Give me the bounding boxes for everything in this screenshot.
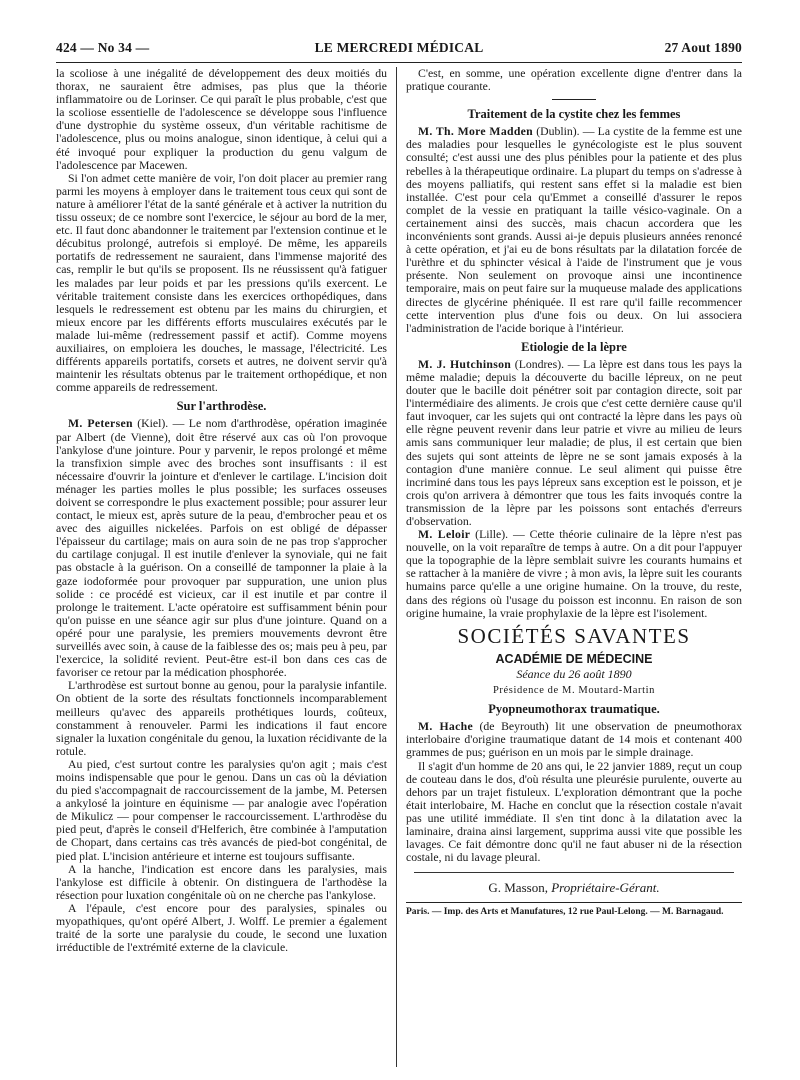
section-title: Etiologie de la lèpre bbox=[521, 339, 627, 354]
paragraph bbox=[406, 528, 742, 620]
presidency-line: Présidence de M. Moutard-Martin bbox=[492, 685, 656, 697]
running-header bbox=[56, 40, 742, 58]
paragraph bbox=[406, 358, 742, 528]
paragraph: A la hanche, l'indication est encore dans les paralysies, mais l'ankylose est difficile à obtenir. On distinguera de l'arthodèse la résection pour luxation congénitale où on ne cherche pas l'ankylose. bbox=[56, 862, 387, 902]
paragraph: Au pied, c'est surtout contre les paralysies qu'on agit ; mais c'est moins indispensable que pour le genou. Dans un cas où la déviation du pied s'accompagnait de raccourcissement de la jambe, M. Petersen a ankylosé la jointure en équinisme — par analogie avec l'opération de Mikulicz — pour compenser le raccourcissement. L'arthrodèse du pied peut, d'après le conseil d'Helferich, être combinée à l'amputation de Chopart, dans certains cas très avancés de pied-bot congénital, de pied plat. L'incision antérieure et interne est toujours suffisante. bbox=[56, 757, 387, 863]
footer-separator bbox=[414, 872, 734, 873]
paragraph: A l'épaule, c'est encore pour des paralysies, spinales ou myopathiques, qu'ont opéré Albert, J. Wolff. Le premier a également traité de la sorte une paralysie du coude, le second une luxation irréductible de l'extrémité externe de la clavicule. bbox=[56, 901, 387, 955]
paragraph-text: (de Beyrouth) lit une observation de pneumothorax interlobaire d'origine traumatique datant de 14 mois et contenant 400 grammes de pus; guérison en un mois par le simple drainage. bbox=[406, 720, 742, 760]
author-name: M. Th. More Madden bbox=[418, 125, 534, 139]
publisher-name: G. Masson, bbox=[488, 880, 548, 896]
societies-heading: SOCIÉTÉS SAVANTES bbox=[457, 623, 691, 648]
section-title: Sur l'arthrodèse. bbox=[176, 399, 267, 414]
paragraph-text: (Lille). — Cette théorie culinaire de la lèpre n'est pas nouvelle, on la voit reparaître de temps à autre. On a dit pour l'appuyer que la topographie de la lèpre semblait suivre les courants humains et se rattacher à la manière de vivre ; à mon avis, la lèpre suit les courants humains parce qu'elle a une origine humaine. On la trouve, du reste, dans des régions où l'usage du poisson est inconnu. En raison de son origine humaine, la vraie prophylaxie de la lèpre est l'isolement. bbox=[406, 528, 742, 620]
academy-heading: ACADÉMIE DE MÉDECINE bbox=[495, 651, 653, 666]
paragraph: Il s'agit d'un homme de 20 ans qui, le 22 janvier 1889, reçut un coup de couteau dans le dos, d'où résulta une pleurésie purulente, ouverte au dehors par un trajet fistuleux. L'exploration démontrant que la poche était interlobaire, M. Hache en conclut que la résection costale n'avait pas une utilité immédiate. Il s'en tint donc à la dilatation avec la laminaire, draina ainsi largement, supprima aussi vite que possible les lavages. Ce fait démontre donc qu'il ne faut abuser ni de la résection costale, ni du lavage pleural. bbox=[406, 759, 742, 865]
session-date: Séance du 26 août 1890 bbox=[516, 666, 632, 681]
author-name: M. J. Hutchinson bbox=[418, 357, 512, 371]
section-title: Traitement de la cystite chez les femmes bbox=[467, 107, 681, 122]
publisher-line bbox=[406, 881, 742, 894]
author-name: M. Petersen bbox=[68, 417, 133, 431]
author-name: M. Hache bbox=[418, 720, 473, 734]
paragraph: C'est, en somme, une opération excellente digne d'entrer dans la pratique courante. bbox=[406, 67, 742, 94]
page-number: 424 — No 34 — bbox=[56, 40, 150, 55]
paragraph bbox=[56, 417, 387, 679]
printer-imprint: Paris. — Imp. des Arts et Manufatures, 12 rue Paul-Lelong. — M. Barnagaud. bbox=[406, 902, 742, 919]
paragraph-text: (Kiel). — Le nom d'arthrodèse, opération imaginée par Albert (de Vienne), doit être réservé aux cas où l'on provoque l'ankylose d'une jointure. Pour y parvenir, le repos prolongé et même la transfixion simple avec des broches sont insuffisants : il est nécessaire d'ouvrir la jointure et d'enlever le cartilage. L'incision doit ménager les parties molles le plus possible; les surfaces osseuses doivent se correspondre le plus exactement possible; pour assurer leur contact, le mieux est, après suture de la peau, d'embrocher peau et os avec des aiguilles nickelées. Parfois on est obligé de dépasser l'épaisseur du cartilage; mais on aura soin de ne pas trop s'approcher du cartilage conjugal. Il est inutile d'enlever la synoviale, qui ne fait pas obstacle à la guérison. On a conseillé de tamponner la plaie à la gaze iodoformée pour provoquer par suppuration, une union plus solide : ce procédé est vicieux, car il est inutile et par contre il prolonge le traitement. L'acte opératoire est suffisamment bénin pour qu'on puisse en une séance agir sur plus d'une jointure. Quand on a opéré pour une paralysie, les premiers mouvements devront être surveillés avec soin, à cause de la faiblesse des os; mais peu à peu, par l'exercice, la solidité revient. Peut-être est-il bon dans ces cas de favoriser ce retour par la médication phosphorée. bbox=[56, 417, 387, 680]
paragraph: Si l'on admet cette manière de voir, l'on doit placer au premier rang parmi les moyens à employer dans le traitement tous ceux qui sont de nature à améliorer l'état de la santé générale et à activer la nutrition du tissu osseux; de ce nombre sont l'exercice, le séjour au bord de la mer, etc. Il faut donc abandonner le traitement par l'extension continue et le décubitus prolongé, autrefois si employé. De même, les appareils portatifs de redressement ne sauraient, dans l'immense majorité des cas, remplir le but qu'ils se proposent. Ils ne réussissent qu'à fatiguer les malades par leur poids et par les pressions qu'ils exercent. Le véritable traitement consiste dans les exercices orthopédiques, dans lesquels le redressement est obtenu par les mains du chirurgien, et mieux encore par les différents efforts musculaires exécutés par le malade lui-même (redressement passif et actif). Comme moyens auxiliaires, on emploiera les douches, le massage, l'électricité. Les différents appareils portatifs, corsets et autres, ne doivent servir qu'à maintenir les résultats obtenus par le traitement orthopédique, et non comme appareils de redressement. bbox=[56, 171, 387, 395]
publisher-title: Propriétaire-Gérant. bbox=[551, 880, 660, 896]
separator bbox=[552, 99, 596, 100]
issue-date: 27 Aout 1890 bbox=[664, 40, 742, 55]
column-divider bbox=[396, 67, 397, 1067]
section-title: Pyopneumothorax traumatique. bbox=[488, 702, 660, 717]
paragraph: L'arthrodèse est surtout bonne au genou, pour la paralysie infantile. On obtient de la sorte des résultats fonctionnels incomparablement meilleurs qu'avec des appareils prothétiques lourds, coûteux, constamment à renouveler. Parmi les indications il faut encore signaler la luxation congénitale du genou, la luxation récidivante de la rotule. bbox=[56, 679, 387, 758]
paragraph bbox=[406, 125, 742, 335]
author-name: M. Leloir bbox=[418, 528, 471, 542]
left-column bbox=[56, 67, 387, 954]
paragraph bbox=[406, 720, 742, 759]
paragraph-text: (Dublin). — La cystite de la femme est une des maladies pour lesquelles le gynécologiste est le plus souvent consulté; c'est aussi une des plus pénibles pour la patiente et des plus rebelles à la thérapeutique ordinaire. La plupart du temps on s'adresse à des moyens palliatifs, qui restent sans effet si la maladie est bien installée. C'est pour cela qu'Emmet a conseillé d'assurer le repos complet de la vessie en pratiquant la taille vésico-vaginale. On a certainement ainsi des succès, mais chacun accordera que les inconvénients sont grands. Aussi ai-je depuis plusieurs années renoncé à cette opération, et j'ai eu de bons résultats par la dilatation forcée de l'urèthre et du sphincter vésical à l'aide de l'instrument que je vous présente. Non seulement on provoque ainsi une incontinence temporaire, mais on peut faire sur la muqueuse malade des applications directes de glycérine phéniquée. Il est rare qu'il faille recommencer cette intervention plus d'une fois ou deux. On lui associera l'administration de l'acide borique à l'intérieur. bbox=[406, 125, 742, 335]
paragraph: la scoliose à une inégalité de développement des deux moitiés du thorax, ne sauraient être admises, pas plus que la théorie inflammatoire ou de Lorinser. Ce qui paraît le plus probable, c'est que la scoliose essentielle de l'adolescence se développe sous l'influence d'une dystrophie du système osseux, d'un véritable rachitisme de l'adolescence, plus ou moins analogue, sinon identique, à celui qui a été invoqué pour expliquer la production du genu valgum de l'adolescence par Macewen. bbox=[56, 67, 387, 172]
paragraph-text: (Londres). — La lèpre est dans tous les pays la même maladie; depuis la découverte du bacille lépreux, on ne peut douter que le bacille doit pénétrer soit par contagion directe, soit par l'intermédiaire des aliments. Je crois que c'est cette dernière cause qu'il faut invoquer, car les sujets qui ont contracté la lèpre dans les pays où elle règne peuvent revenir dans leur patrie et vivre au milieu de leurs amis sans communiquer leur maladie; de plus, il est certain que bien des sujets qui sont atteints de lèpre ne se sont jamais exposés à la contagion d'une manière connue. Le seul aliment qui puisse être incriminé dans tous les pays lépreux sans exception est le poisson, et je crois qu'on arrivera à démontrer que tous les faits invoqués contre la transmission de la lèpre par les poissons sont entachés d'erreurs d'observation. bbox=[406, 357, 742, 528]
journal-title: LE MERCREDI MÉDICAL bbox=[314, 40, 484, 55]
header-rule bbox=[56, 62, 742, 63]
right-column bbox=[406, 67, 742, 919]
